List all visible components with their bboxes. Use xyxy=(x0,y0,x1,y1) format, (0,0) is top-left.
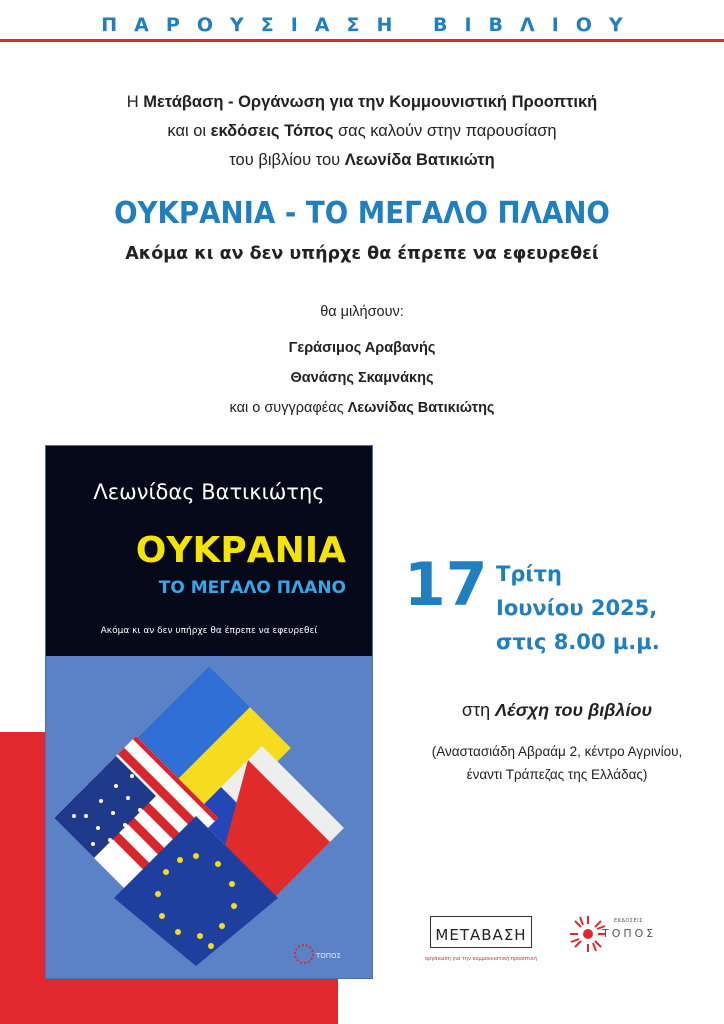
cover-author: Λεωνίδας Βατικιώτης xyxy=(93,480,325,504)
cover-publisher-logo xyxy=(295,945,341,963)
event-month-year: Ιουνίου 2025, xyxy=(496,596,658,620)
topos-logo-name: ΤΟΠΟΣ xyxy=(602,927,657,940)
speakers-section xyxy=(0,304,724,423)
publisher-name: εκδόσεις Τόπος xyxy=(210,122,334,140)
metavasi-logo xyxy=(424,916,538,970)
speaker-author xyxy=(0,393,724,423)
cover-publisher-name: ΤΟΠΟΣ xyxy=(316,952,341,960)
address-line: έναντι Τράπεζας της Ελλάδας) xyxy=(466,767,648,782)
event-venue xyxy=(390,700,724,721)
intro-text: σας καλούν στην παρουσίαση xyxy=(333,122,557,140)
event-address xyxy=(390,740,724,786)
topos-logo-label: ΕΚΔΟΣΕΙΣ xyxy=(614,918,643,924)
invitation-line-3 xyxy=(0,146,724,175)
book-subtitle: Ακόμα κι αν δεν υπήρχε θα έπρεπε να εφευρεθεί xyxy=(125,244,599,264)
cover-title: ΟΥΚΡΑΝΙΑ xyxy=(135,530,346,571)
speaker-author-prefix: και ο συγγραφέας xyxy=(229,400,348,416)
intro-text: και οι xyxy=(167,122,211,140)
header-divider xyxy=(0,39,724,42)
author-name: Λεωνίδα Βατικιώτη xyxy=(344,151,495,169)
speaker-author-name: Λεωνίδας Βατικιώτης xyxy=(347,400,495,416)
speaker-name: Γεράσιμος Αραβανής xyxy=(288,340,436,356)
address-line: (Αναστασιάδη Αβραάμ 2, κέντρο Αγρινίου, xyxy=(431,744,683,759)
speaker-name: Θανάσης Σκαμνάκης xyxy=(290,370,434,386)
metavasi-logo-name: ΜΕΤΑΒΑΣΗ xyxy=(435,926,527,944)
event-date-details xyxy=(494,557,660,659)
topos-logo xyxy=(568,912,668,962)
organization-name: Μετάβαση - Οργάνωση για την Κομμουνιστική Προοπτική xyxy=(143,93,598,111)
metavasi-logo-tagline: οργάνωση για την κομμουνιστική προοπτική xyxy=(424,956,537,962)
invitation-line-2 xyxy=(0,117,724,146)
cover-tagline: Ακόμα κι αν δεν υπήρχε θα έπρεπε να εφευρεθεί xyxy=(100,626,318,636)
event-weekday: Τρίτη xyxy=(496,562,562,586)
intro-text: Η xyxy=(126,93,144,111)
invitation-line-1 xyxy=(0,88,724,117)
event-time: στις 8.00 μ.μ. xyxy=(496,630,660,654)
header-title: ΠΑΡΟΥΣΙΑΣΗ ΒΙΒΛΙΟΥ xyxy=(101,14,640,36)
flag-puzzle-illustration xyxy=(46,656,372,978)
speakers-label: θα μιλήσουν: xyxy=(320,304,404,320)
book-cover xyxy=(46,446,372,978)
venue-prefix: στη xyxy=(461,700,496,720)
intro-text: του βιβλίου του xyxy=(229,151,345,169)
cover-subtitle-plan: ΤΟ ΜΕΓΑΛΟ ΠΛΑΝΟ xyxy=(158,578,346,598)
event-day-number: 17 xyxy=(404,550,488,620)
book-title: ΟΥΚΡΑΝΙΑ - ΤΟ ΜΕΓΑΛΟ ΠΛΑΝΟ xyxy=(114,196,610,231)
invitation-text xyxy=(0,88,724,175)
venue-name: Λέσχη του βιβλίου xyxy=(495,700,653,720)
